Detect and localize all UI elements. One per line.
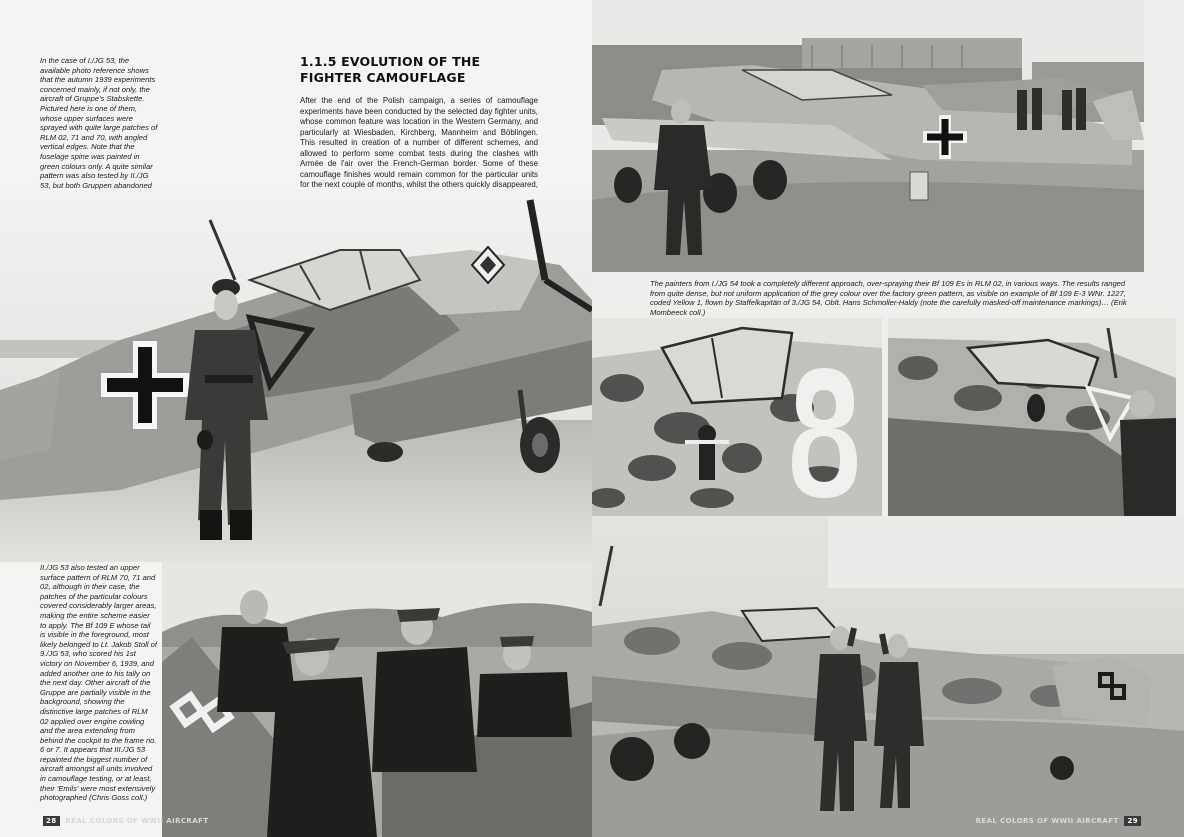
photo-white-8-mottle xyxy=(592,318,882,516)
footer-right xyxy=(976,817,1144,825)
footer-title-left: REAL COLORS OF WWII AIRCRAFT xyxy=(65,817,209,825)
section-body-text: After the end of the Polish campaign, a series of camouflage experiments have been conducted by the selected day fighter units, whose common feature was location in the Western Germany, and particularly at Wiesbaden, Kirchberg, Mannheim and Böblingen. This resulted in creation of a number of different schemes, and allowed to perform some combat tests during the clashes with Armée de l'air over the French-German border. Some of these camouflage finishes would remain common for the particular units for the next couple of months, whilst the others quickly disappeared, xyxy=(300,96,538,189)
photo-ground-crew xyxy=(162,562,592,837)
photo-aircraft-line xyxy=(592,0,1144,272)
footer-left xyxy=(40,817,208,825)
footer-title-right: REAL COLORS OF WWII AIRCRAFT xyxy=(975,817,1119,825)
caption-top-left: In the case of I./JG 53, the available photo reference shows that the autumn 1939 experiments concerned mainly, if not only, the aircraft of Gruppe's Stabskette. Pictured here is one of them, whose upper surfaces were sprayed with quite large patches of RLM 02, 71 and 70, with angled vertical edges. Note that the fuselage spine was painted in green colours only. A quite similar pattern was also tested by II./JG 53, but both Gruppen abandoned xyxy=(40,56,158,190)
photo-chevron-triangle xyxy=(888,318,1176,516)
photo-pilots-saluting xyxy=(592,516,1184,837)
page-number-left: 28 xyxy=(43,816,60,826)
caption-bottom-left: II./JG 53 also tested an upper surface pattern of RLM 70, 71 and 02, although in their case, the patches of the particular colours covered considerably larger areas, making the entire scheme easier to apply. The Bf 109 E whose tail is visible in the foreground, most likely belonged to Lt. Jakob Stoll of 9./JG 53, who scored his 1st victory on November 6, 1939, and added another one to his tally on the next day. Other aircraft of the Gruppe are partially visible in the background, showing the distinctive large patches of RLM 02 applied over engine cowling and the area extending from behind the cockpit to the frame no. 6 or 7. It appears that III./JG 53 repainted the biggest number of aircraft amongst all units involved in camouflage testing, or at least, their 'Emils' were most extensively photographed (Chris Goss coll.) xyxy=(40,563,157,803)
section-title: 1.1.5 EVOLUTION OF THE FIGHTER CAMOUFLAGE xyxy=(300,54,481,85)
right-page xyxy=(592,0,1184,837)
photo-pilot-with-aircraft xyxy=(0,190,592,562)
caption-top-right: The painters from I./JG 54 took a completely different approach, over-spraying their Bf 109 Es in RLM 02, in various ways. The results ranged from quite dense, but not uniform application of the grey colour over the factory green pattern, as visible on example of Bf 109 E-3 WNr. 1227, coded Yellow 1, flown by Staffelkapitän of 3./JG 54, Oblt. Hans Schmoller-Haldy (note the carefully masked-off maintenance markings)… (Erik Mombeeck coll.) xyxy=(650,279,1127,317)
page-number-right: 29 xyxy=(1124,816,1141,826)
